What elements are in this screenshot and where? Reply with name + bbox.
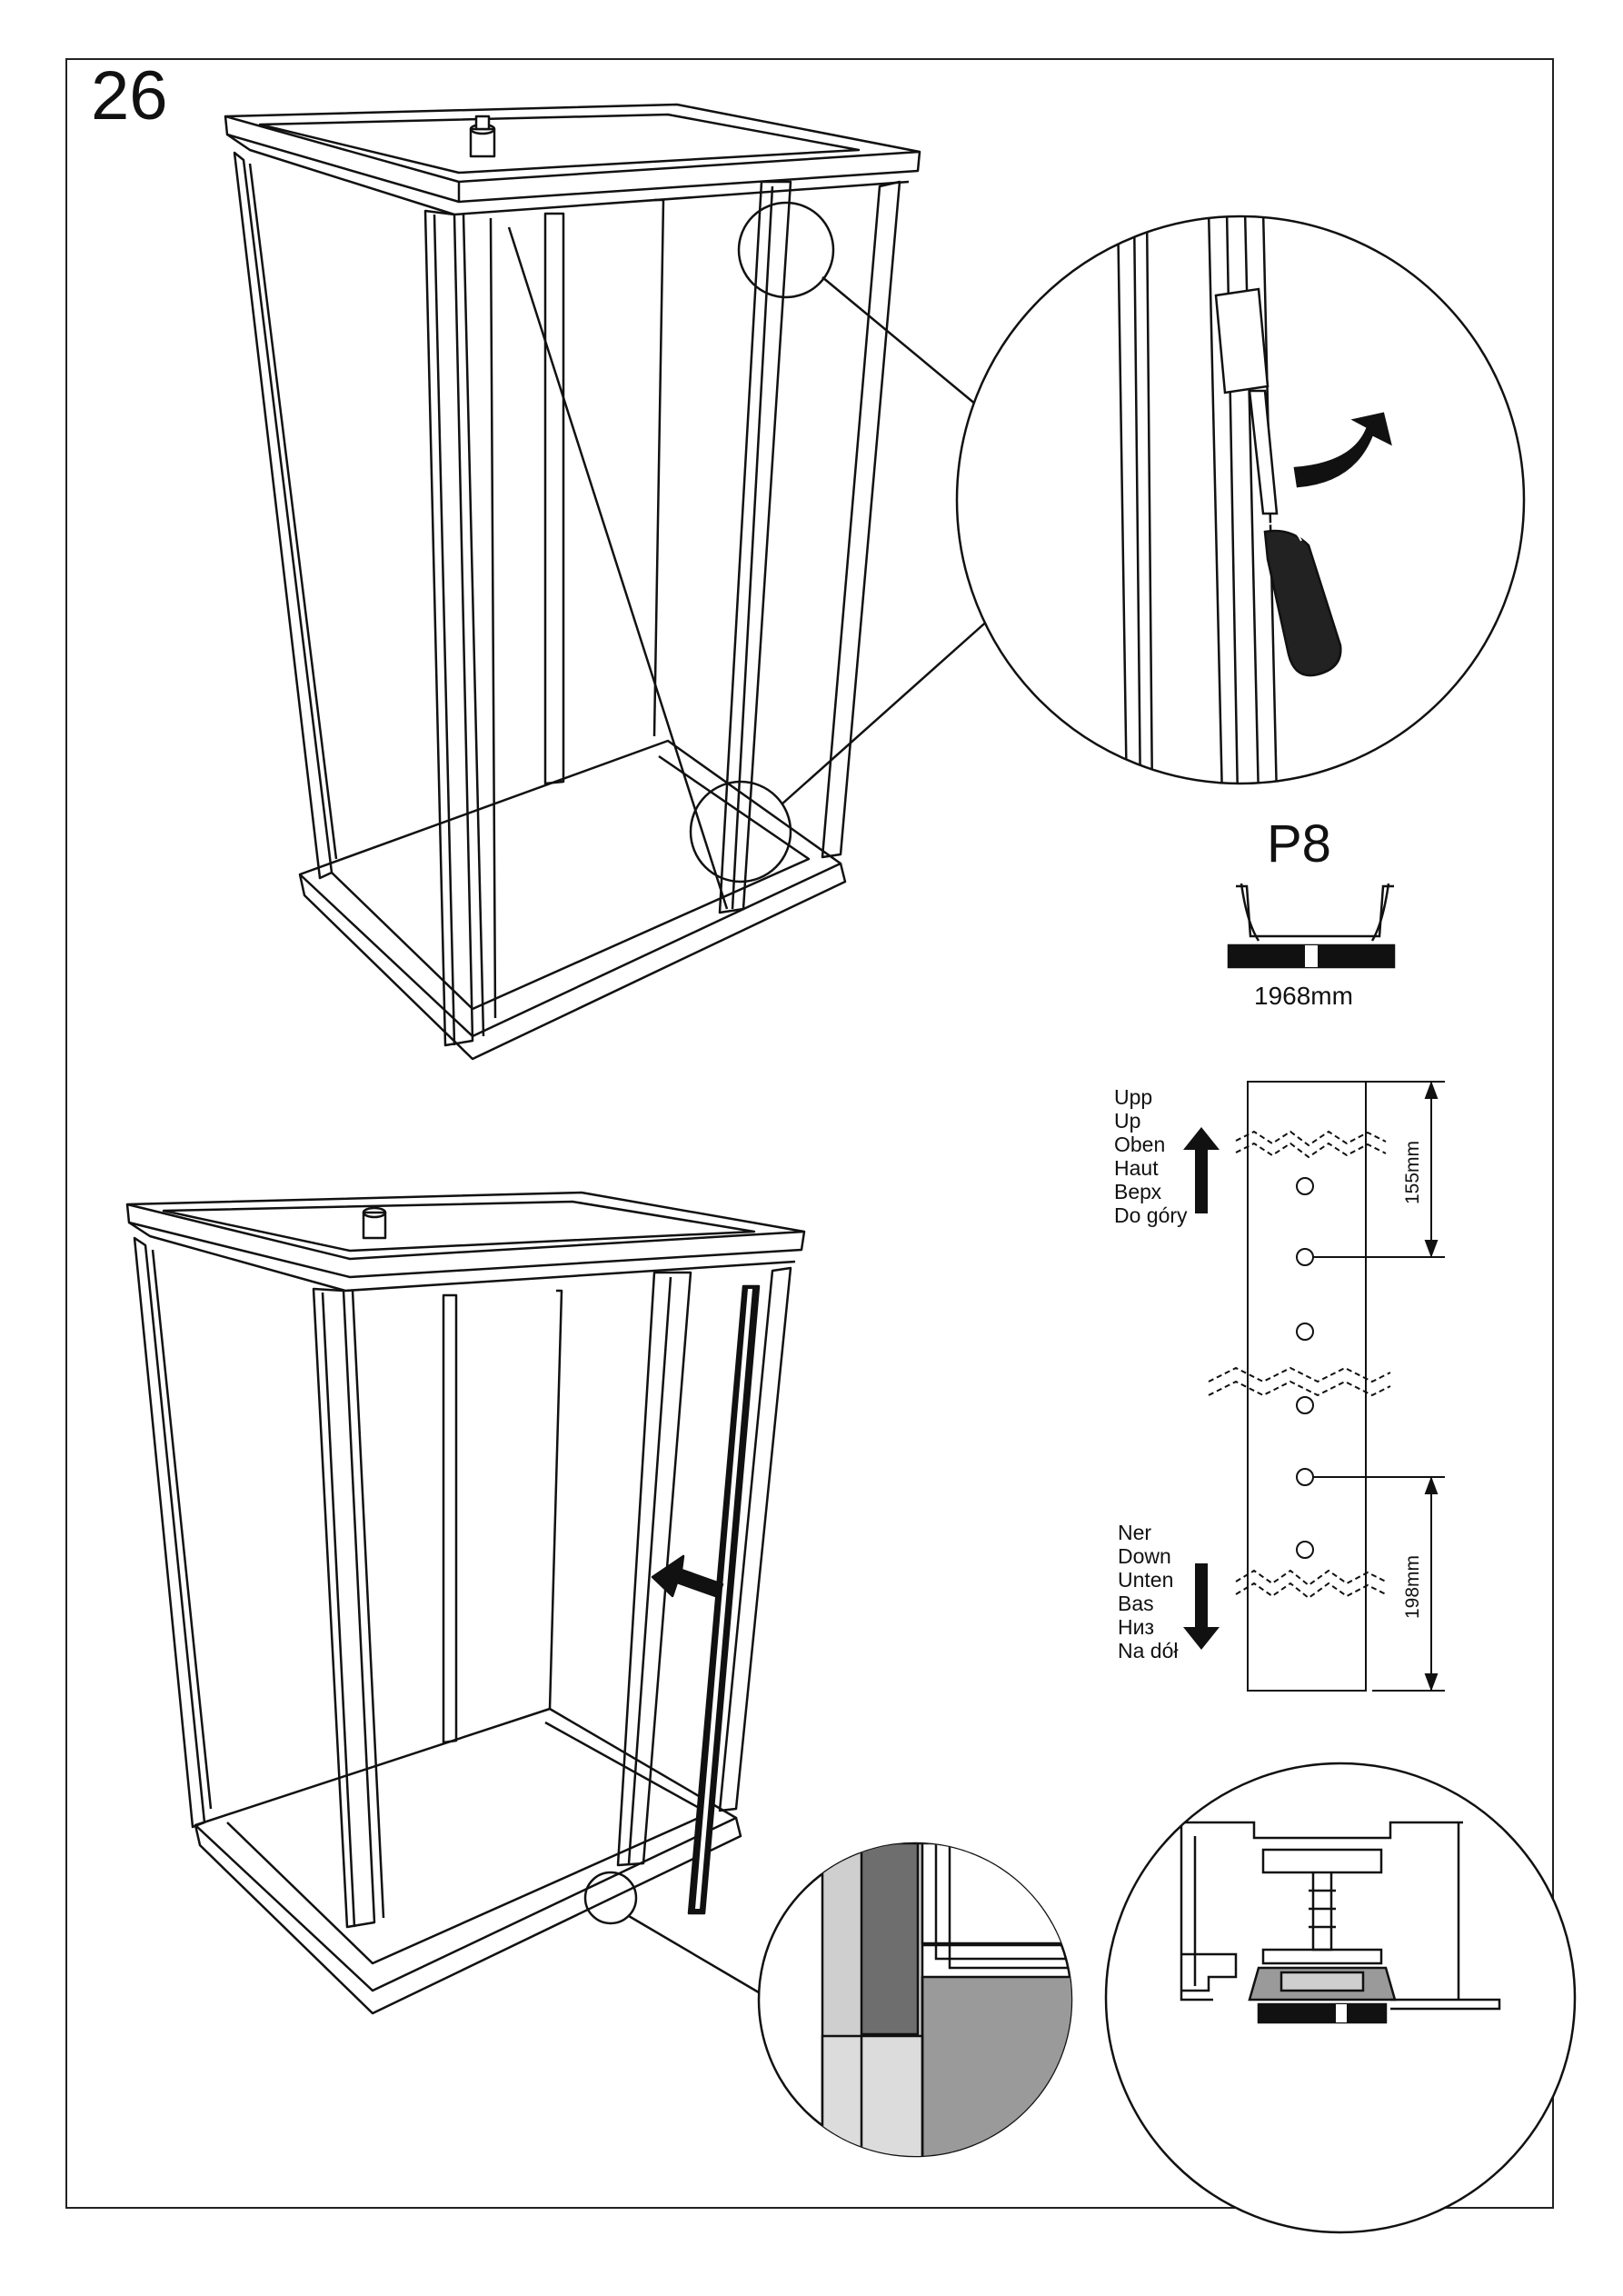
down-label-ru: Низ xyxy=(1118,1615,1155,1639)
p8-profile-icon xyxy=(1229,883,1394,967)
part-length: 1968mm xyxy=(1254,982,1353,1010)
step-number: 26 xyxy=(91,57,168,135)
cabinet-top-illustration xyxy=(225,105,991,1059)
up-label-de: Oben xyxy=(1114,1133,1166,1156)
down-label-fr: Bas xyxy=(1118,1592,1154,1615)
down-label-en: Down xyxy=(1118,1544,1171,1568)
up-label-pl: Do góry xyxy=(1114,1203,1188,1227)
up-label-fr: Haut xyxy=(1114,1156,1159,1180)
down-label-pl: Na dół xyxy=(1118,1639,1179,1662)
detail-circle-screwdriver xyxy=(957,209,1524,800)
part-code: P8 xyxy=(1267,814,1331,873)
detail-circle-profile-section xyxy=(1106,1763,1575,2232)
dimension-top: 155mm xyxy=(1402,1140,1424,1205)
cabinet-bottom-illustration xyxy=(127,1193,804,2013)
down-label-se: Ner xyxy=(1118,1521,1152,1544)
up-label-en: Up xyxy=(1114,1109,1141,1133)
down-label-de: Unten xyxy=(1118,1568,1174,1592)
direction-up-labels xyxy=(1114,1085,1188,1227)
direction-down-labels xyxy=(1118,1521,1178,1662)
up-label-se: Upp xyxy=(1114,1085,1153,1109)
dimension-bottom: 198mm xyxy=(1402,1554,1424,1620)
up-label-ru: Верх xyxy=(1114,1180,1162,1203)
detail-circle-corner xyxy=(759,1843,1095,2163)
